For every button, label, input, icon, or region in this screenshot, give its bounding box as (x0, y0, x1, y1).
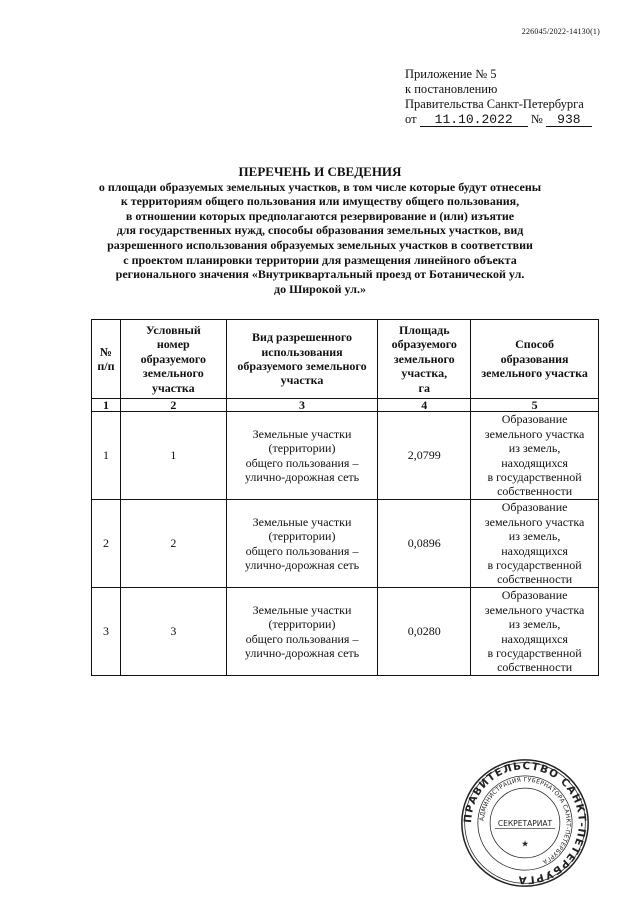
title-line: до Широкой ул.» (274, 281, 366, 296)
stamp-inner-text: АДМИНИСТРАЦИЯ ГУБЕРНАТОРА САНКТ-ПЕТЕРБУРГА (478, 776, 572, 866)
title-subtitle (80, 180, 560, 297)
permitted-use-cell (226, 500, 378, 588)
header-cell-3 (226, 320, 378, 399)
formation-method-line: находящихся (501, 631, 568, 646)
formation-method-line: собственности (497, 660, 573, 675)
header-line: образуемого (140, 351, 206, 366)
formation-method-line: из земель, (508, 441, 561, 456)
parcel-number-cell: 3 (120, 588, 226, 676)
parcel-number-cell: 2 (120, 500, 226, 588)
formation-method-line: собственности (497, 572, 573, 587)
header-line: образования (500, 351, 569, 366)
formation-method-line: земельного участка (484, 602, 585, 617)
row-number-cell: 2 (92, 500, 121, 588)
header-line: га (418, 380, 430, 395)
area-cell: 2,0799 (378, 412, 471, 500)
formation-method-line: в государственной (487, 557, 582, 572)
title-line: о площади образуемых земельных участков, в том числе которые будут отнесены (98, 179, 542, 194)
formation-method-line: в государственной (487, 469, 582, 484)
table-body (92, 399, 599, 676)
header-line: номер (156, 337, 190, 352)
header-line: использования (261, 344, 343, 359)
decree-date: 11.10.2022 (420, 113, 528, 127)
column-number: 2 (120, 399, 226, 412)
permitted-use-line: Земельные участки (252, 514, 352, 529)
permitted-use-line: (территории) (268, 617, 336, 632)
stamp-outer-text: ПРАВИТЕЛЬСТВО САНКТ-ПЕТЕРБУРГА (462, 760, 588, 886)
column-number: 1 (92, 399, 121, 412)
header-line: № (99, 344, 112, 359)
header-cell-4 (378, 320, 471, 399)
header-line: образуемого земельного (237, 359, 367, 373)
stamp-star-icon: ★ (521, 838, 529, 849)
title-line: с проектом планировки территории для размещения линейного объекта (123, 252, 517, 267)
table-row (92, 588, 599, 676)
stamp-center-text: СЕКРЕТАРИАТ (497, 818, 553, 828)
appendix-line-3: Правительства Санкт-Петербурга (405, 97, 584, 111)
appendix-line-1: Приложение № 5 (405, 67, 497, 81)
formation-method-line: собственности (497, 484, 573, 499)
row-number-cell: 1 (92, 412, 121, 500)
formation-method-cell (471, 588, 599, 676)
formation-method-cell (471, 500, 599, 588)
from-label: от (405, 112, 417, 126)
parcel-number-cell: 1 (120, 412, 226, 500)
header-cell-1 (92, 320, 121, 399)
permitted-use-line: Земельные участки (252, 426, 352, 441)
formation-method-line: Образование (501, 412, 568, 427)
header-line: земельного участка (481, 366, 588, 381)
table-header-row (92, 320, 599, 399)
formation-method-line: в государственной (487, 645, 582, 660)
appendix-block (405, 67, 592, 127)
column-number-row (92, 399, 599, 412)
title-line: в отношении которых предполагаются резервирование и (или) изъятие (125, 208, 515, 223)
permitted-use-line: улично-дорожная сеть (244, 645, 360, 660)
header-line: образуемого (391, 337, 457, 352)
permitted-use-line: общего пользования – (245, 455, 359, 470)
title-heading: ПЕРЕЧЕНЬ И СВЕДЕНИЯ (238, 164, 402, 179)
permitted-use-cell (226, 588, 378, 676)
header-cell-5 (471, 320, 599, 399)
permitted-use-line: (территории) (268, 529, 336, 544)
formation-method-line: из земель, (508, 617, 561, 632)
formation-method-line: из земель, (508, 529, 561, 544)
area-cell: 0,0280 (378, 588, 471, 676)
secretariat-stamp (459, 757, 591, 889)
permitted-use-line: (территории) (268, 441, 336, 456)
header-line: участка (280, 373, 324, 388)
appendix-date-line (405, 112, 592, 127)
formation-method-line: Образование (501, 500, 568, 515)
formation-method-line: Образование (501, 588, 568, 603)
formation-method-line: земельного участка (484, 514, 585, 529)
title-line: к территориям общего пользования или имуществу общего пользования, (120, 194, 520, 209)
header-line: земельного (142, 366, 204, 381)
row-number-cell: 3 (92, 588, 121, 676)
formation-method-line: находящихся (501, 455, 568, 470)
column-number: 4 (378, 399, 471, 412)
permitted-use-line: улично-дорожная сеть (244, 469, 360, 484)
permitted-use-line: общего пользования – (245, 631, 359, 646)
document-title (80, 165, 560, 296)
title-line: для государственных нужд, способы образования земельных участков, вид (116, 223, 524, 238)
header-line: Вид разрешенного (252, 330, 352, 345)
header-line: Условный (145, 322, 201, 337)
formation-method-line: земельного участка (484, 426, 585, 441)
header-cell-2 (120, 320, 226, 399)
permitted-use-line: Земельные участки (252, 602, 352, 617)
table-row (92, 500, 599, 588)
header-line: п/п (97, 359, 115, 373)
permitted-use-line: улично-дорожная сеть (244, 557, 360, 572)
column-number: 3 (226, 399, 378, 412)
number-label: № (530, 112, 543, 126)
permitted-use-cell (226, 412, 378, 500)
table-row (92, 412, 599, 500)
title-line: разрешенного использования образуемых земельных участков в соответствии (107, 237, 533, 252)
header-line: земельного (393, 351, 455, 366)
header-line: участка, (401, 366, 448, 381)
column-number: 5 (471, 399, 599, 412)
permitted-use-line: общего пользования – (245, 543, 359, 558)
document-number: 226045/2022-14130(1) (521, 27, 600, 36)
parcels-table (91, 319, 599, 676)
decree-number: 938 (546, 113, 592, 127)
header-line: участка (151, 380, 195, 395)
area-cell: 0,0896 (378, 500, 471, 588)
header-line: Способ (515, 337, 555, 352)
title-line: регионального значения «Внутриквартальный проезд от Ботанической ул. (115, 267, 525, 282)
formation-method-cell (471, 412, 599, 500)
header-line: Площадь (398, 322, 450, 337)
formation-method-line: находящихся (501, 543, 568, 558)
appendix-line-2: к постановлению (405, 82, 498, 96)
